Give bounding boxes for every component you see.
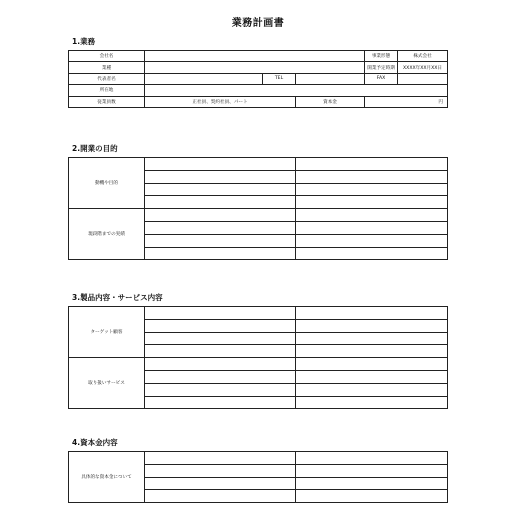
business-form-label: 事業形態 — [365, 51, 398, 62]
table-cell[interactable] — [296, 234, 448, 247]
table-row — [69, 51, 448, 62]
services-label: 取り扱いサービス — [69, 358, 145, 409]
table-row — [69, 209, 448, 222]
table-cell[interactable] — [296, 464, 448, 477]
table-cell[interactable] — [145, 477, 296, 490]
table-row — [69, 358, 448, 371]
table-row — [69, 452, 448, 465]
planned-start-label: 開業予定時期 — [365, 62, 398, 73]
table-cell[interactable] — [296, 332, 448, 345]
representative-label: 代表者名 — [69, 73, 145, 84]
table-cell[interactable] — [145, 247, 296, 260]
table-row — [69, 62, 448, 73]
section-heading-products: 3.製品内容・サービス内容 — [72, 293, 163, 302]
company-name-cell[interactable] — [145, 51, 365, 62]
table-cell[interactable] — [145, 209, 296, 222]
section-heading-purpose: 2.開業の目的 — [72, 144, 118, 153]
table-cell[interactable] — [296, 183, 448, 196]
table-cell[interactable] — [296, 170, 448, 183]
table-cell[interactable] — [145, 170, 296, 183]
table-cell[interactable] — [296, 452, 448, 465]
representative-cell[interactable] — [145, 73, 263, 84]
industry-label: 業種 — [69, 62, 145, 73]
products-table — [68, 306, 448, 409]
table-cell[interactable] — [145, 183, 296, 196]
table-cell[interactable] — [145, 234, 296, 247]
table-row — [69, 73, 448, 84]
table-row — [69, 96, 448, 107]
table-cell[interactable] — [145, 332, 296, 345]
table-cell[interactable] — [296, 209, 448, 222]
capital-table — [68, 451, 448, 503]
table-cell[interactable] — [145, 490, 296, 503]
section-heading-capital: 4.資本金内容 — [72, 438, 118, 447]
table-cell[interactable] — [296, 396, 448, 409]
employees-label: 従業員数 — [69, 96, 145, 107]
table-cell[interactable] — [145, 370, 296, 383]
business-table — [68, 50, 448, 108]
fax-label: FAX — [365, 73, 398, 84]
fax-cell[interactable] — [398, 73, 448, 84]
table-cell[interactable] — [145, 358, 296, 371]
table-row — [69, 158, 448, 171]
section-heading-business: 1.業務 — [72, 37, 96, 46]
background-label: 現段階までの実績 — [69, 209, 145, 260]
planned-start-value[interactable]: XXXX年XX月XX日 — [398, 62, 448, 73]
table-cell[interactable] — [145, 319, 296, 332]
table-cell[interactable] — [145, 196, 296, 209]
table-cell[interactable] — [296, 370, 448, 383]
table-cell[interactable] — [296, 358, 448, 371]
table-row — [69, 85, 448, 96]
table-cell[interactable] — [145, 158, 296, 171]
table-cell[interactable] — [145, 464, 296, 477]
table-cell[interactable] — [296, 477, 448, 490]
table-cell[interactable] — [296, 490, 448, 503]
table-cell[interactable] — [145, 345, 296, 358]
table-cell[interactable] — [145, 383, 296, 396]
tel-cell[interactable] — [296, 73, 365, 84]
table-row — [69, 307, 448, 320]
employees-value[interactable]: 正社員、契約社員、パート — [145, 96, 296, 107]
table-cell[interactable] — [296, 345, 448, 358]
capital-detail-label: 具体的な資本金について — [69, 452, 145, 503]
page-title: 業務計画書 — [231, 18, 285, 29]
table-cell[interactable] — [296, 158, 448, 171]
table-cell[interactable] — [145, 307, 296, 320]
table-cell[interactable] — [296, 221, 448, 234]
industry-cell[interactable] — [145, 62, 365, 73]
capital-label: 資本金 — [296, 96, 365, 107]
table-cell[interactable] — [145, 221, 296, 234]
address-cell[interactable] — [145, 85, 448, 96]
motive-label: 動機や目的 — [69, 158, 145, 209]
capital-value[interactable]: 円 — [365, 96, 448, 107]
target-customer-label: ターゲット顧客 — [69, 307, 145, 358]
business-form-value[interactable]: 株式会社 — [398, 51, 448, 62]
table-cell[interactable] — [145, 396, 296, 409]
purpose-table — [68, 157, 448, 260]
table-cell[interactable] — [296, 307, 448, 320]
address-label: 所在地 — [69, 85, 145, 96]
table-cell[interactable] — [296, 247, 448, 260]
table-cell[interactable] — [145, 452, 296, 465]
table-cell[interactable] — [296, 196, 448, 209]
table-cell[interactable] — [296, 319, 448, 332]
table-cell[interactable] — [296, 383, 448, 396]
tel-label: TEL — [263, 73, 296, 84]
company-name-label: 会社名 — [69, 51, 145, 62]
